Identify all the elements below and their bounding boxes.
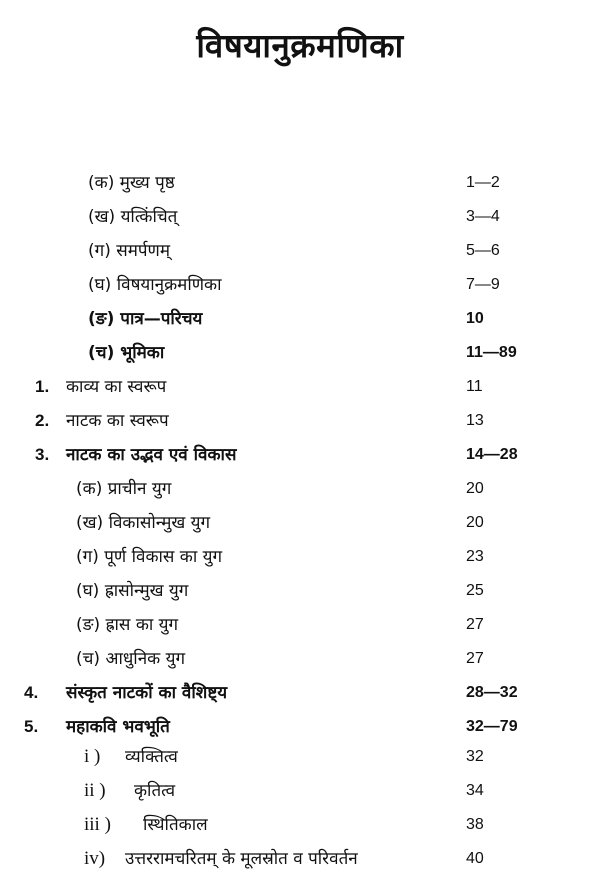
toc-entry-number: 3. <box>35 445 50 464</box>
toc-entry-title: (ङ) पात्र—परिचय <box>88 309 203 329</box>
toc-entry <box>0 373 600 401</box>
toc-entry-page: 25 <box>466 582 484 599</box>
toc-entry-number: 1. <box>35 377 50 396</box>
toc-entry-number: 2. <box>35 411 50 430</box>
toc-entry-title: संस्कृत नाटकों का वैशिष्ट्य <box>66 683 228 703</box>
toc-entry-title: (क) प्राचीन युग <box>76 479 172 499</box>
toc-entry-title: नाटक का उद्भव एवं विकास <box>66 445 237 465</box>
toc-entry-title: स्थितिकाल <box>143 815 208 835</box>
toc-entry <box>0 237 600 265</box>
toc-entry-page: 27 <box>466 650 484 667</box>
toc-entry-title: (ग) समर्पणम् <box>88 241 171 261</box>
toc-entry <box>0 743 600 771</box>
toc-entry <box>0 305 600 333</box>
toc-entry-page: 23 <box>466 548 484 565</box>
toc-entry-page: 11—89 <box>466 344 517 361</box>
toc-entry <box>0 645 600 673</box>
toc-entry-title: उत्तररामचरितम् के मूलस्रोत व परिवर्तन <box>125 849 358 869</box>
toc-entry-roman-numeral: iv) <box>84 848 106 869</box>
toc-entry-title: (ङ) ह्रास का युग <box>76 615 179 635</box>
toc-entry-page: 1—2 <box>466 174 500 191</box>
toc-entry <box>0 169 600 197</box>
toc-entry <box>0 577 600 605</box>
toc-entry <box>0 339 600 367</box>
toc-entry-roman-numeral: iii ) <box>84 814 111 835</box>
toc-entry-roman-numeral: ii ) <box>84 780 106 801</box>
toc-entry-page: 14—28 <box>466 446 518 463</box>
toc-entry <box>0 271 600 299</box>
toc-entry <box>0 203 600 231</box>
toc-entry-page: 28—32 <box>466 684 518 701</box>
toc-entry-roman-numeral: i ) <box>84 746 101 767</box>
toc-entry-title: (ग) पूर्ण विकास का युग <box>76 547 223 567</box>
toc-entry <box>0 475 600 503</box>
toc-entry-page: 10 <box>466 310 484 327</box>
toc-entry-title: नाटक का स्वरूप <box>66 411 169 431</box>
toc-entry-page: 40 <box>466 850 484 867</box>
toc-entry-number: 5. <box>24 717 39 736</box>
toc-entry <box>0 441 600 469</box>
toc-entry-page: 27 <box>466 616 484 633</box>
toc-entry-number: 4. <box>24 683 39 702</box>
toc-entry <box>0 611 600 639</box>
toc-entry-page: 32 <box>466 748 484 765</box>
toc-entry <box>0 679 600 707</box>
toc-entry-page: 20 <box>466 514 484 531</box>
toc-entry-title: (च) आधुनिक युग <box>76 649 186 669</box>
page-title: विषयानुक्रमणिका <box>196 26 404 65</box>
toc-entry <box>0 509 600 537</box>
toc-entry-title: (घ) ह्रासोन्मुख युग <box>76 581 189 601</box>
toc-entry-title: व्यक्तित्व <box>125 747 178 767</box>
toc-entry-page: 3—4 <box>466 208 500 225</box>
toc-entry-title: (क) मुख्य पृष्ठ <box>88 173 175 193</box>
toc-entry-page: 34 <box>466 782 484 799</box>
toc-entry-page: 38 <box>466 816 484 833</box>
toc-entry-page: 32—79 <box>466 718 518 735</box>
toc-entry <box>0 713 600 741</box>
toc-entry <box>0 777 600 805</box>
toc-entry <box>0 845 600 873</box>
toc-entry-page: 13 <box>466 412 484 429</box>
toc-entry <box>0 543 600 571</box>
toc-entry-title: (च) भूमिका <box>88 343 165 363</box>
toc-entry-title: (घ) विषयानुक्रमणिका <box>88 275 222 295</box>
toc-entry-title: महाकवि भवभूति <box>66 717 170 737</box>
toc-entry-title: कृतित्व <box>134 781 176 801</box>
toc-entry-page: 5—6 <box>466 242 500 259</box>
toc-entry-page: 7—9 <box>466 276 500 293</box>
toc-entry-title: काव्य का स्वरूप <box>66 377 167 397</box>
toc-entry <box>0 811 600 839</box>
toc-entry-title: (ख) यत्किंचित् <box>88 207 178 227</box>
toc-entry-title: (ख) विकासोन्मुख युग <box>76 513 211 533</box>
toc-entry-page: 20 <box>466 480 484 497</box>
toc-entry-page: 11 <box>466 378 483 395</box>
toc-entry <box>0 407 600 435</box>
